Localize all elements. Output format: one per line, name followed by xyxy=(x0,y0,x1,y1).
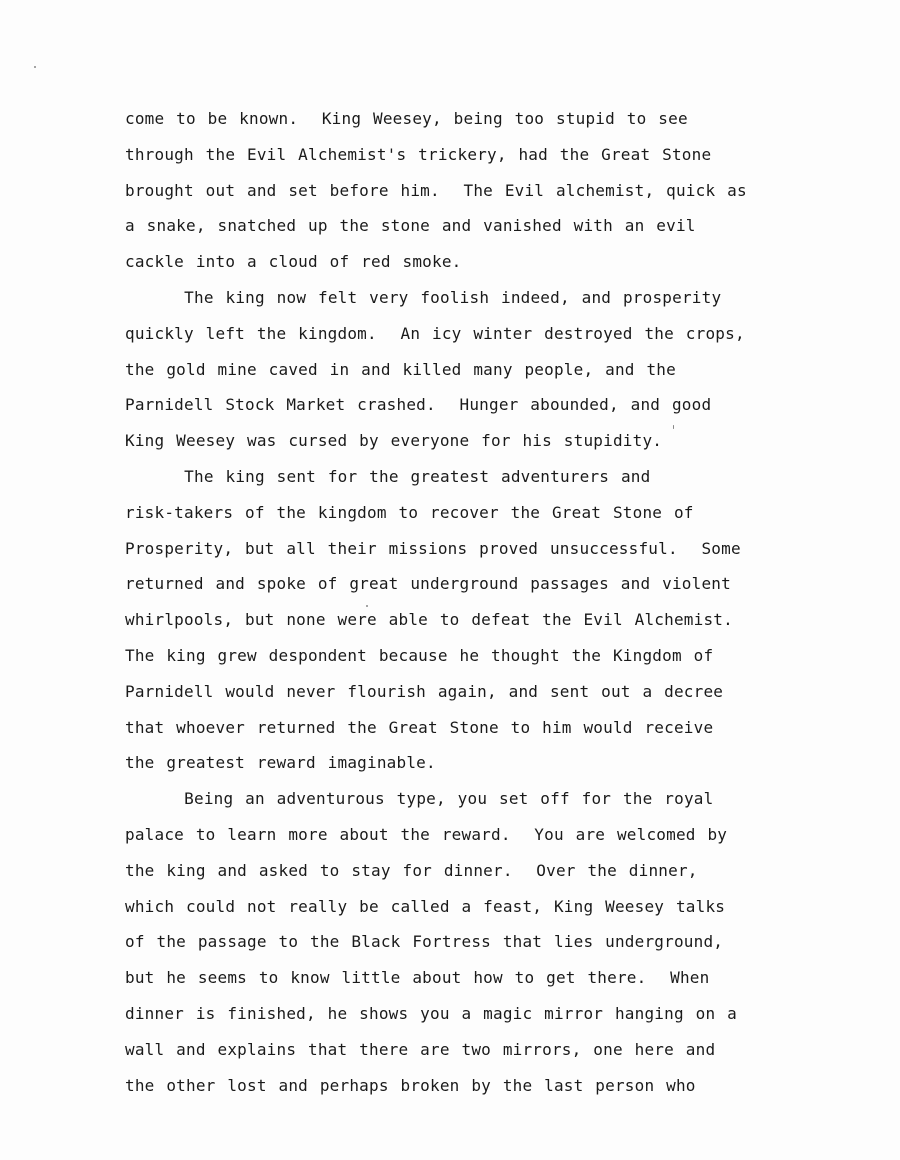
text-line: the gold mine caved in and killed many people, and the xyxy=(125,359,676,379)
text-line: The king sent for the greatest adventurers and xyxy=(125,466,651,486)
text-line: through the Evil Alchemist's trickery, had the Great Stone xyxy=(125,144,712,164)
text-line: King Weesey was cursed by everyone for his stupidity. xyxy=(125,431,663,451)
text-line: of the passage to the Black Fortress that lies underground, xyxy=(125,932,724,952)
text-line: palace to learn more about the reward. You are welcomed by xyxy=(125,824,728,844)
text-line: Prosperity, but all their missions proved unsuccessful. Some xyxy=(125,538,741,558)
text-line: dinner is finished, he shows you a magic mirror hanging on a xyxy=(125,1003,737,1023)
text-line: but he seems to know little about how to get there. When xyxy=(125,968,710,988)
document-body xyxy=(125,101,815,1103)
text-line: the other lost and perhaps broken by the last person who xyxy=(125,1075,696,1095)
text-line: Parnidell Stock Market crashed. Hunger abounded, and good xyxy=(125,395,712,415)
text-line: Parnidell would never flourish again, and sent out a decree xyxy=(125,681,724,701)
text-line: cackle into a cloud of red smoke. xyxy=(125,252,462,272)
text-line: which could not really be called a feast, King Weesey talks xyxy=(125,896,726,916)
text-line: wall and explains that there are two mirrors, one here and xyxy=(125,1039,716,1059)
text-line: quickly left the kingdom. An icy winter destroyed the crops, xyxy=(125,323,745,343)
text-line: The king now felt very foolish indeed, and prosperity xyxy=(125,287,722,307)
text-line: a snake, snatched up the stone and vanished with an evil xyxy=(125,216,696,236)
text-line: brought out and set before him. The Evil alchemist, quick as xyxy=(125,180,747,200)
text-line: returned and spoke of great underground passages and violent xyxy=(125,574,731,594)
text-line: come to be known. King Weesey, being too stupid to see xyxy=(125,109,688,128)
text-line: the king and asked to stay for dinner. Over the dinner, xyxy=(125,860,698,880)
text-line: the greatest reward imaginable. xyxy=(125,753,436,773)
text-line: that whoever returned the Great Stone to him would receive xyxy=(125,717,714,737)
text-line: whirlpools, but none were able to defeat the Evil Alchemist. xyxy=(125,610,733,630)
paper-speck xyxy=(34,66,36,68)
text-line: risk-takers of the kingdom to recover the Great Stone of xyxy=(125,502,694,522)
text-line: Being an adventurous type, you set off for the royal xyxy=(125,789,714,809)
text-line: The king grew despondent because he thought the Kingdom of xyxy=(125,645,714,665)
